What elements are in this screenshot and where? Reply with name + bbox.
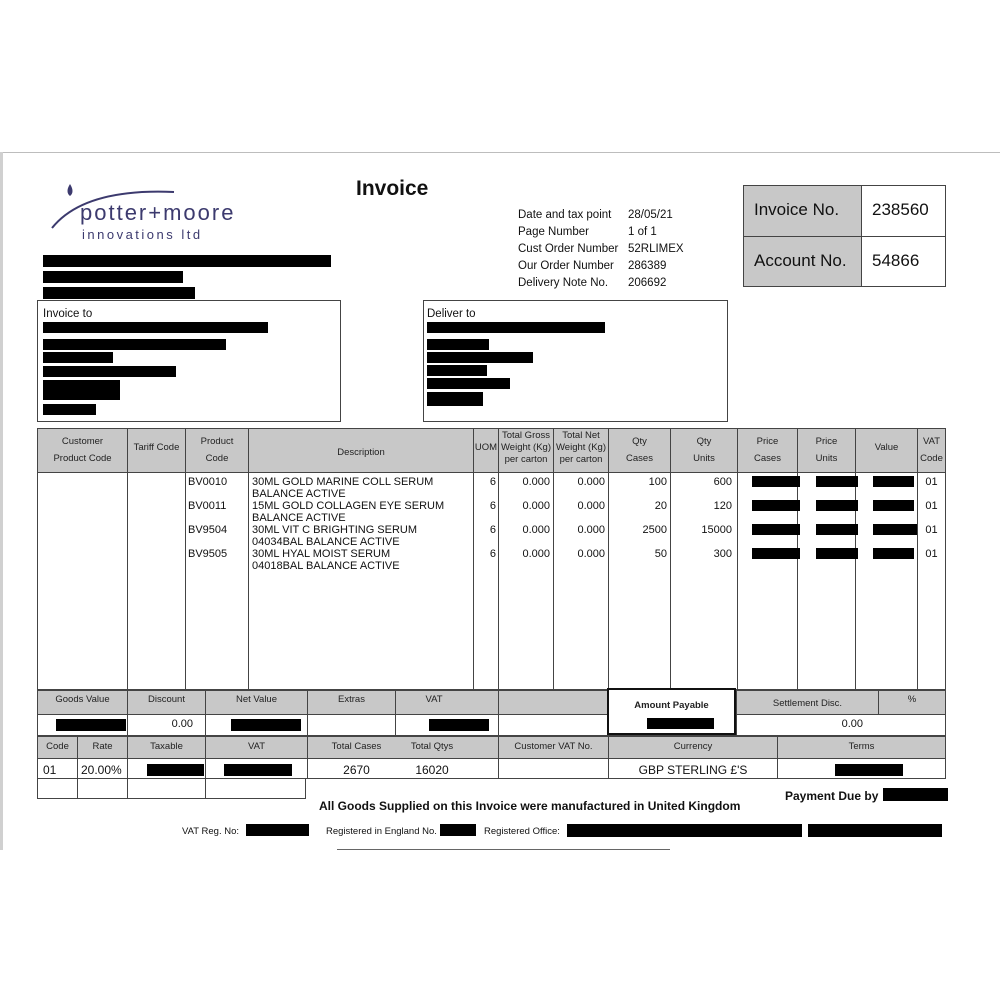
- logo-subtitle: innovations ltd: [82, 227, 203, 242]
- redacted-price-units: [816, 476, 858, 487]
- qty-units-value: 300: [713, 548, 732, 560]
- vat-extra-row: [37, 778, 306, 799]
- goods-origin-note: All Goods Supplied on this Invoice were manufactured in United Kingdom: [319, 799, 741, 813]
- description-line2: BALANCE ACTIVE: [252, 488, 346, 500]
- sheet-edge: [0, 152, 3, 850]
- invoice-no-value: 238560: [872, 200, 929, 219]
- redacted-address: [43, 255, 331, 267]
- redacted-net-value: [231, 719, 301, 731]
- meta-label-delivery-note: Delivery Note No.: [518, 277, 609, 289]
- qty-cases-value: 100: [648, 476, 667, 488]
- total-cases-label: Total Cases: [331, 741, 382, 752]
- vat-reg-label: VAT Reg. No:: [182, 826, 240, 837]
- redacted-price-cases: [752, 548, 800, 559]
- vat-code-value: 01: [925, 500, 938, 512]
- meta-label-our-order: Our Order Number: [518, 260, 614, 272]
- registered-office-label: Registered Office:: [484, 826, 560, 837]
- redacted-address: [427, 365, 487, 376]
- net-weight-value: 0.000: [577, 548, 605, 560]
- footer-rule: [337, 849, 670, 850]
- amount-payable-label: Amount Payable: [634, 700, 709, 711]
- redacted-address: [43, 322, 268, 333]
- redacted-price-cases: [752, 524, 800, 535]
- registered-england-label: Registered in England No.: [326, 826, 437, 837]
- redacted-address: [43, 287, 195, 299]
- redacted-address: [427, 322, 605, 333]
- discount-label: Discount: [148, 694, 185, 705]
- extras-label: Extras: [338, 694, 365, 705]
- col-vat-code: VAT Code: [920, 436, 943, 464]
- meta-label-page: Page Number: [518, 226, 589, 238]
- net-weight-value: 0.000: [577, 524, 605, 536]
- col-description: Description: [337, 447, 385, 458]
- discount-value: 0.00: [171, 718, 193, 730]
- description-line2: 04034BAL BALANCE ACTIVE: [252, 536, 400, 548]
- redacted-registered-office: [567, 824, 802, 837]
- percent-label: %: [907, 694, 917, 705]
- redacted-address: [43, 352, 113, 363]
- vat-code-value: 01: [925, 476, 938, 488]
- redacted-price-units: [816, 524, 858, 535]
- col-uom: UOM: [474, 442, 498, 453]
- net-value-label: Net Value: [235, 694, 277, 705]
- vat-rate-label: Rate: [92, 741, 113, 752]
- gross-weight-value: 0.000: [522, 500, 550, 512]
- redacted-goods-value: [56, 719, 126, 731]
- redacted-company-no: [440, 824, 476, 836]
- meta-value-cust-order: 52RLIMEX: [628, 243, 684, 255]
- product-code: BV9505: [188, 548, 228, 560]
- redacted-address: [427, 339, 489, 350]
- redacted-registered-office: [808, 824, 942, 837]
- settlement-disc-value: 0.00: [841, 718, 863, 730]
- qty-units-value: 120: [713, 500, 732, 512]
- uom-value: 6: [489, 476, 496, 488]
- col-net-weight: Total Net Weight (Kg) per carton: [556, 430, 606, 465]
- qty-units-value: 600: [713, 476, 732, 488]
- col-gross-weight: Total Gross Weight (Kg) per carton: [501, 430, 551, 465]
- redacted-address: [427, 378, 510, 389]
- currency-value: GBP STERLING £'S: [638, 763, 748, 777]
- col-price-cases: Price Cases: [754, 436, 781, 464]
- description-line1: 30ML GOLD MARINE COLL SERUM: [252, 476, 434, 488]
- goods-value-label: Goods Value: [55, 694, 110, 705]
- redacted-price-units: [816, 548, 858, 559]
- total-qtys-value: 16020: [415, 763, 449, 777]
- invoice-to-label: Invoice to: [43, 308, 93, 320]
- gross-weight-value: 0.000: [522, 524, 550, 536]
- vat-amount-label: VAT: [247, 741, 266, 752]
- taxable-label: Taxable: [150, 741, 183, 752]
- meta-value-date: 28/05/21: [628, 209, 673, 221]
- redacted-address: [43, 404, 96, 415]
- description-line1: 30ML VIT C BRIGHTING SERUM: [252, 524, 418, 536]
- redacted-address: [43, 380, 120, 400]
- meta-label-date: Date and tax point: [518, 209, 612, 221]
- total-cases-value: 2670: [343, 763, 370, 777]
- net-weight-value: 0.000: [577, 476, 605, 488]
- uom-value: 6: [489, 524, 496, 536]
- deliver-to-label: Deliver to: [427, 308, 476, 320]
- redacted-amount-payable: [647, 718, 714, 729]
- redacted-value: [873, 476, 914, 487]
- redacted-address: [427, 392, 483, 406]
- redacted-address: [427, 352, 533, 363]
- redacted-value: [873, 500, 914, 511]
- redacted-address: [43, 366, 176, 377]
- redacted-address: [43, 339, 226, 350]
- redacted-payment-due: [883, 788, 948, 801]
- vat-code-label: Code: [46, 741, 69, 752]
- redacted-value: [873, 524, 917, 535]
- product-code: BV0010: [188, 476, 228, 488]
- product-code: BV9504: [188, 524, 228, 536]
- description-line1: 30ML HYAL MOIST SERUM: [252, 548, 391, 560]
- col-tariff-code: Tariff Code: [133, 442, 180, 453]
- col-customer-product-code: Customer Product Code: [53, 436, 112, 464]
- meta-label-cust-order: Cust Order Number: [518, 243, 619, 255]
- payment-due-label: Payment Due by: [785, 789, 879, 803]
- currency-label: Currency: [673, 741, 713, 752]
- redacted-taxable: [147, 764, 204, 776]
- net-weight-value: 0.000: [577, 500, 605, 512]
- qty-cases-value: 50: [654, 548, 667, 560]
- col-price-units: Price Units: [815, 436, 838, 464]
- col-product-code: Product Code: [200, 436, 234, 464]
- vat-code-value: 01: [925, 524, 938, 536]
- meta-value-delivery-note: 206692: [628, 277, 667, 289]
- vat-total-label: VAT: [425, 694, 443, 705]
- gross-weight-value: 0.000: [522, 548, 550, 560]
- redacted-price-cases: [752, 500, 800, 511]
- description-line2: 04018BAL BALANCE ACTIVE: [252, 560, 400, 572]
- meta-value-our-order: 286389: [628, 260, 667, 272]
- vat-rate-value: 20.00%: [81, 763, 122, 777]
- redacted-price-cases: [752, 476, 800, 487]
- uom-value: 6: [489, 500, 496, 512]
- account-no-value: 54866: [872, 251, 920, 270]
- redacted-vat-value: [429, 719, 489, 731]
- uom-value: 6: [489, 548, 496, 560]
- logo-wordmark: potter+moore: [80, 200, 236, 225]
- col-qty-cases: Qty Cases: [626, 436, 653, 464]
- settlement-disc-label: Settlement Disc.: [772, 698, 843, 709]
- qty-cases-value: 20: [654, 500, 667, 512]
- redacted-value: [873, 548, 914, 559]
- account-no-label: Account No.: [754, 251, 847, 270]
- gross-weight-value: 0.000: [522, 476, 550, 488]
- redacted-address: [43, 271, 183, 283]
- col-qty-units: Qty Units: [693, 436, 715, 464]
- vat-code-value: 01: [925, 548, 938, 560]
- qty-units-value: 15000: [701, 524, 732, 536]
- redacted-terms: [835, 764, 903, 776]
- page-title: Invoice: [356, 177, 429, 200]
- description-line2: BALANCE ACTIVE: [252, 512, 346, 524]
- total-qtys-label: Total Qtys: [410, 741, 454, 752]
- redacted-vat-reg: [246, 824, 309, 836]
- redacted-vat-amount: [224, 764, 292, 776]
- redacted-price-units: [816, 500, 858, 511]
- col-value: Value: [874, 442, 899, 453]
- description-line1: 15ML GOLD COLLAGEN EYE SERUM: [252, 500, 445, 512]
- product-code: BV0011: [188, 500, 227, 512]
- vat-code-value: 01: [43, 763, 57, 777]
- terms-label: Terms: [848, 741, 875, 752]
- meta-value-page: 1 of 1: [628, 226, 657, 238]
- invoice-no-label: Invoice No.: [754, 200, 840, 219]
- customer-vat-no-label: Customer VAT No.: [514, 741, 593, 752]
- qty-cases-value: 2500: [642, 524, 667, 536]
